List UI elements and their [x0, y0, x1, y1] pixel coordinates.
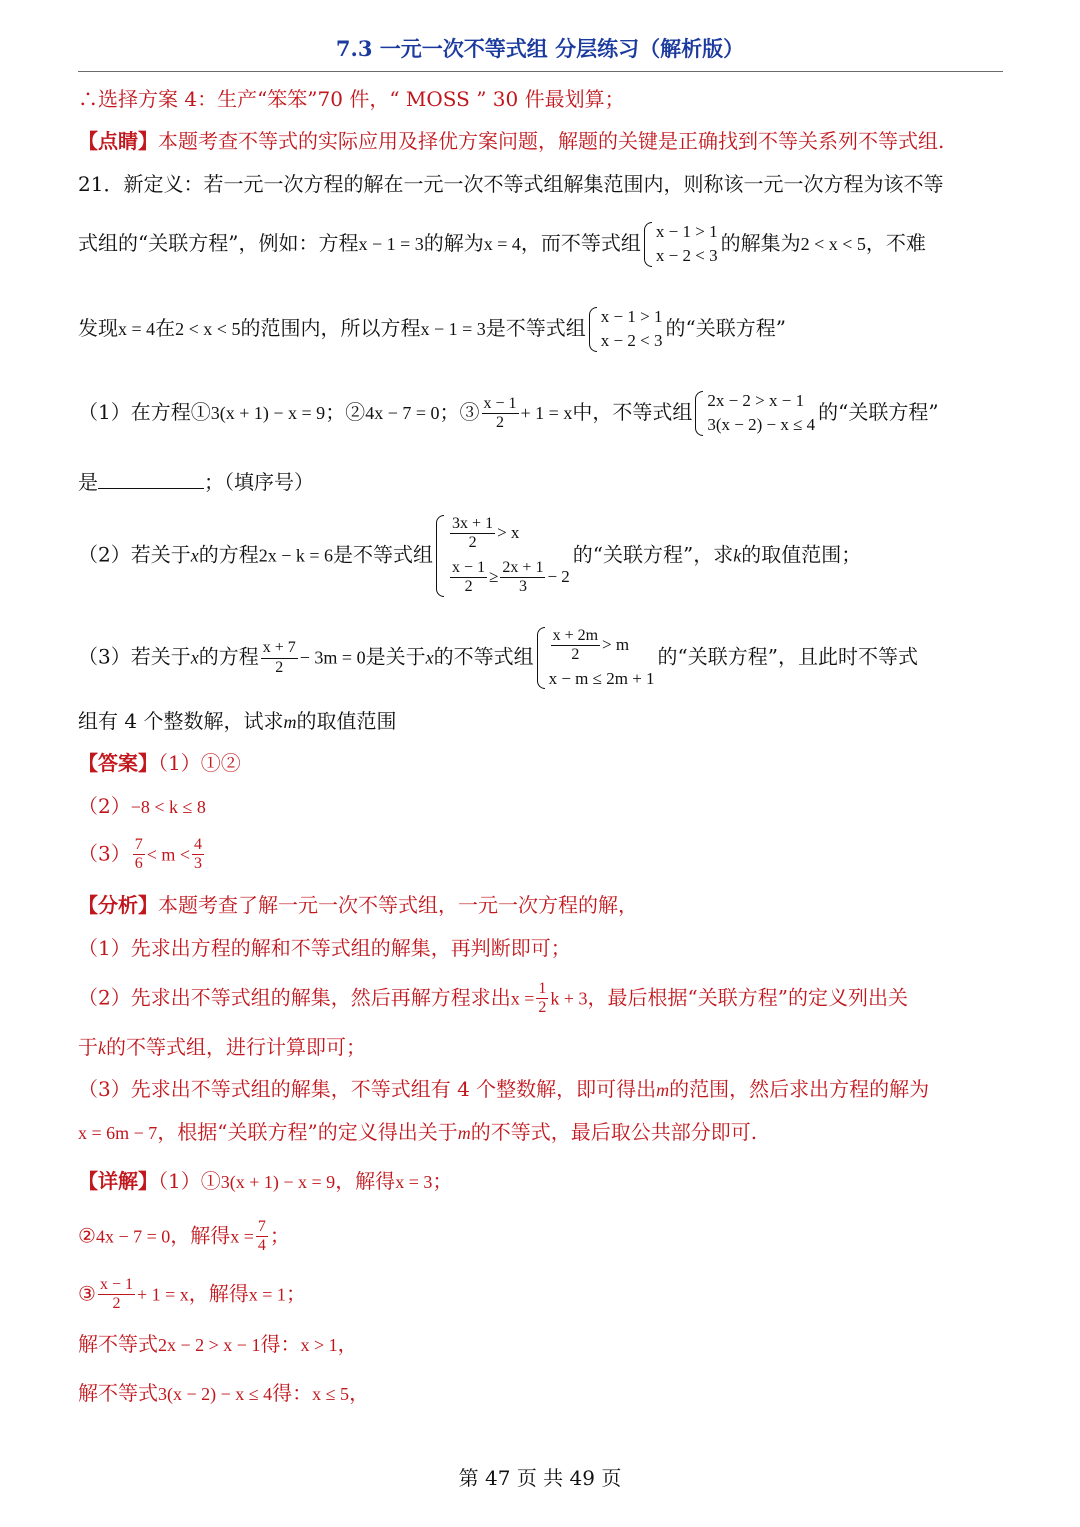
text: 的不等式组，进行计算即可； — [106, 1035, 366, 1059]
text: ；（填序号） — [204, 470, 314, 494]
math-equation: − 3m = 0 — [299, 647, 366, 668]
var-x: x — [190, 545, 199, 566]
denominator: 4 — [257, 1237, 266, 1255]
previous-conclusion: ∴选择方案 4：生产“笨笨”70 件，“ MOSS ” 30 件最划算； — [78, 87, 625, 111]
q21-part1 — [78, 391, 939, 436]
answer-2: −8 < k ≤ 8 — [130, 797, 206, 817]
math-tail: x = — [230, 1226, 254, 1247]
text: ② — [78, 1223, 96, 1248]
text: （2） — [78, 794, 131, 818]
math-equation: x = 6m − 7 — [78, 1123, 158, 1143]
text: ； — [432, 1169, 453, 1193]
var-x: x — [425, 647, 434, 668]
math-tail: > x — [497, 522, 520, 542]
math-equation: + 1 = x — [520, 402, 573, 423]
math-equation: 4x − 7 = 0 — [95, 1226, 171, 1247]
system-row: x − m ≤ 2m + 1 — [548, 668, 655, 688]
text: 的解为 — [423, 230, 484, 255]
math-range: 2 < x < 5 — [800, 233, 866, 254]
detail-1 — [78, 1171, 452, 1191]
text: ，而不等式组 — [520, 230, 641, 255]
system-row — [448, 559, 570, 597]
text: ，解得 — [170, 1223, 231, 1248]
math-equation: x − 1 = 3 — [358, 233, 424, 254]
answer-blank — [98, 470, 204, 489]
math-range: 2 < x < 5 — [175, 318, 241, 339]
math-equation: 3(x + 1) − x = 9 — [210, 402, 326, 423]
detail-tag: 【详解】 — [78, 1169, 158, 1193]
math-tail: < m < — [146, 844, 191, 865]
comment-text: 本题考查不等式的实际应用及择优方案问题，解题的关键是正确找到不等关系列不等式组. — [158, 129, 945, 153]
text: 的范围，然后求出方程的解为 — [669, 1077, 930, 1101]
system-row: x − 2 < 3 — [655, 246, 718, 266]
numerator: 4 — [192, 836, 204, 855]
answer-line3 — [78, 836, 206, 874]
numerator: x − 1 — [482, 395, 519, 414]
brace — [436, 515, 444, 597]
header-rule — [78, 71, 1003, 72]
denominator: 3 — [518, 578, 527, 596]
math-solution: x > 1 — [300, 1335, 338, 1355]
text: 的“关联方程” — [665, 315, 786, 340]
analysis-tag: 【分析】 — [78, 893, 158, 917]
math-tail: k + 3 — [550, 988, 588, 1009]
numerator: x − 1 — [98, 1276, 135, 1295]
detail-3 — [78, 1276, 306, 1314]
math-solution: x = 4 — [118, 318, 156, 339]
math-equation: x − 1 = 3 — [420, 318, 486, 339]
numerator: x − 1 — [450, 559, 487, 578]
text: 是不等式组 — [333, 542, 434, 567]
var-k: k — [98, 1038, 106, 1058]
fraction — [256, 1218, 268, 1256]
brace — [695, 391, 703, 436]
answer-tag: 【答案】 — [78, 751, 158, 775]
text: 的“关联方程”，求 — [572, 542, 734, 567]
text: ③ — [78, 1281, 96, 1306]
text: 是关于 — [365, 644, 426, 669]
text: （3） — [78, 841, 131, 866]
numerator: 7 — [256, 1218, 268, 1237]
denominator: 2 — [468, 534, 477, 552]
inequality-system-example — [644, 222, 718, 267]
numerator: x + 2m — [551, 627, 600, 646]
var-m: m — [283, 712, 297, 732]
fraction — [133, 836, 145, 874]
detail-2 — [78, 1218, 290, 1256]
math-equation: 3(x + 1) − x = 9 — [220, 1172, 336, 1192]
analysis-step3 — [78, 1079, 929, 1099]
fraction — [482, 395, 519, 433]
text: ，解得 — [335, 1169, 396, 1193]
math-solution: x = 1 — [248, 1284, 286, 1305]
text: 得： — [272, 1381, 313, 1405]
text: 是不等式组 — [485, 315, 586, 340]
inequality-system-1 — [695, 391, 815, 436]
text: 于 — [78, 1035, 98, 1059]
numerator: 2x + 1 — [500, 559, 545, 578]
page-header-title: 7.3 一元一次不等式组 分层练习（解析版） — [335, 36, 745, 61]
var-m: m — [457, 1123, 471, 1143]
text: 解不等式 — [78, 1332, 158, 1356]
detail-ineq-1 — [78, 1334, 358, 1354]
text: ，解得 — [188, 1281, 249, 1306]
brace — [537, 627, 545, 689]
text: 的不等式组 — [433, 644, 534, 669]
analysis-step2 — [78, 980, 908, 1018]
math-tail: > m — [602, 634, 630, 654]
system-row: x − 2 < 3 — [600, 331, 663, 351]
text: 发现 — [78, 315, 118, 340]
text: 的取值范围 — [296, 709, 397, 733]
detail-ineq-2 — [78, 1383, 369, 1403]
text: 本题考查了解一元一次不等式组，一元一次方程的解， — [158, 893, 638, 917]
text: 组有 4 个整数解，试求 — [78, 709, 284, 733]
var-k: k — [733, 545, 742, 566]
text: （2）若关于 — [78, 542, 191, 567]
denominator: 2 — [112, 1295, 121, 1313]
numerator: x + 7 — [261, 639, 298, 658]
numerator: 3x + 1 — [450, 515, 495, 534]
math-equation: 4x − 7 = 0 — [365, 402, 440, 423]
text: 得： — [260, 1332, 301, 1356]
denominator: 2 — [275, 658, 284, 676]
math-tail: − 2 — [547, 566, 570, 586]
answer-line2 — [78, 796, 206, 816]
text: ； — [269, 1223, 290, 1248]
text: 在 — [155, 315, 176, 340]
math-equation: 2x − k = 6 — [258, 545, 334, 566]
text: ， — [349, 1381, 370, 1405]
system-row: x − 1 > 1 — [655, 222, 718, 241]
text: ，最后根据“关联方程”的定义列出关 — [587, 985, 908, 1010]
fraction — [536, 980, 548, 1018]
q21-part3-cont — [78, 711, 396, 731]
text: （3）先求出不等式组的解集，不等式组有 4 个整数解，即可得出 — [78, 1077, 657, 1101]
var-x: x — [190, 647, 199, 668]
text: 的范围内，所以方程 — [240, 315, 421, 340]
q21-intro-line3 — [78, 307, 786, 352]
answer-line1 — [78, 753, 241, 773]
q21-part3 — [78, 627, 918, 689]
math-tail: x = — [510, 988, 535, 1009]
text: 的取值范围； — [741, 542, 862, 567]
inequality-system-2 — [436, 515, 570, 597]
text: ；② — [325, 399, 366, 424]
math-equation: 3(x − 2) − x ≤ 4 — [158, 1384, 273, 1404]
numerator: 7 — [133, 836, 145, 855]
denominator: 2 — [538, 999, 547, 1017]
fraction — [98, 1276, 135, 1314]
text: ；③ — [439, 399, 480, 424]
system-row: 3(x − 2) − x ≤ 4 — [707, 415, 816, 435]
system-row: x − 1 > 1 — [600, 307, 663, 326]
analysis-step1: （1）先求出方程的解和不等式组的解集，再判断即可； — [78, 936, 571, 960]
var-m: m — [656, 1080, 670, 1100]
text: 是 — [78, 470, 98, 494]
inequality-system-3 — [537, 627, 655, 689]
text: ，不难 — [865, 230, 926, 255]
math-solution: x = 4 — [483, 233, 521, 254]
denominator: 3 — [194, 855, 203, 873]
text: （1）在方程① — [78, 399, 211, 424]
brace — [589, 307, 597, 352]
comment-tag: 【点睛】 — [78, 129, 158, 153]
q21-part2 — [78, 515, 861, 597]
denominator: 2 — [464, 578, 473, 596]
system-row — [549, 627, 655, 665]
answer-1: （1）①② — [158, 751, 241, 775]
denominator: 6 — [134, 855, 143, 873]
text: （3）若关于 — [78, 644, 191, 669]
denominator: 2 — [496, 413, 505, 431]
brace — [644, 222, 652, 267]
text: （1）① — [158, 1169, 221, 1193]
math-tail: + 1 = x — [136, 1284, 189, 1305]
comment-line — [78, 131, 944, 151]
text: 的方程 — [198, 542, 259, 567]
system-row: 2x − 2 > x − 1 — [707, 391, 805, 410]
text: ； — [285, 1281, 306, 1306]
q21-intro-line2 — [78, 222, 926, 267]
fraction — [192, 836, 204, 874]
text: ， — [337, 1332, 358, 1356]
system-row — [448, 515, 570, 553]
text: 的“关联方程” — [818, 399, 939, 424]
denominator: 2 — [571, 646, 580, 664]
q21-part1-blank-line — [78, 470, 314, 492]
analysis-step3-cont — [78, 1122, 757, 1142]
text: （2）先求出不等式组的解集，然后再解方程求出 — [78, 985, 511, 1010]
inequality-system-example — [589, 307, 663, 352]
text: 的解集为 — [720, 230, 801, 255]
q21-intro-line1: 21．新定义：若一元一次方程的解在一元一次不等式组解集范围内，则称该一元一次方程为该不等 — [78, 172, 944, 196]
text: ，根据“关联方程”的定义得出关于 — [157, 1120, 458, 1144]
math-equation: 2x − 2 > x − 1 — [158, 1335, 261, 1355]
text: 的不等式，最后取公共部分即可. — [470, 1120, 758, 1144]
analysis-step2-cont — [78, 1037, 366, 1057]
numerator: 1 — [536, 980, 548, 999]
analysis-intro — [78, 895, 638, 915]
math-solution: x = 3 — [395, 1172, 433, 1192]
math-solution: x ≤ 5 — [312, 1384, 350, 1404]
text: 的“关联方程”，且此时不等式 — [657, 644, 918, 669]
page-footer: 第 47 页 共 49 页 — [458, 1466, 622, 1490]
text: 中，不等式组 — [572, 399, 693, 424]
text: 解不等式 — [78, 1381, 158, 1405]
text: 式组的“关联方程”，例如：方程 — [78, 230, 359, 255]
text: 的方程 — [198, 644, 259, 669]
fraction — [261, 639, 298, 677]
math-tail: ≥ — [489, 566, 499, 586]
